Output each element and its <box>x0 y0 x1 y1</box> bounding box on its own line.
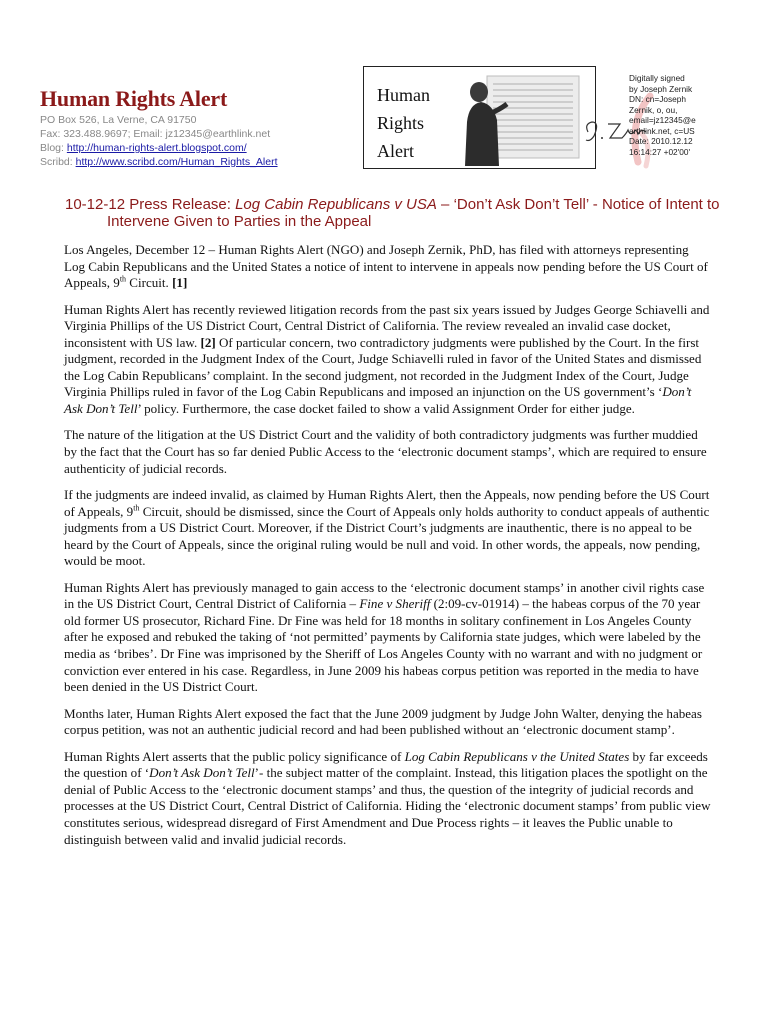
logo-photo-image <box>459 70 591 166</box>
logo-word-2: Rights <box>377 113 425 133</box>
text-span: ’- the subject matter of the complaint. Instead, this litigation places the spotlight on the denial of Public Access to the ‘electronic document stamps’ and thus, the question of the integrity of judicial records and processes at the US District Court, Central District of California. Hiding the ‘electronic document stamps’ from public view constitutes serious, widespread disregard of First Amendment and Due Process rights – it leaves the Public unable to distinguish between valid and invalid judicial records. <box>64 765 711 847</box>
blog-link[interactable]: http://human-rights-alert.blogspot.com/ <box>66 142 247 154</box>
text-span: by far exceeds the question of ‘ <box>64 748 708 781</box>
superscript: th <box>133 503 140 513</box>
text-span: (2:09-cv-01914) – the habeas corpus of the 70 year old former US prosecutor, Richard Fine. Dr Fine was held for 18 months in solitary confinement in Los Angeles County after he exposed and rebuked the taking of ‘not permitted’ payments by California state judges, which were labeled by the media as ‘bribes’. Dr Fine was imprisoned by the Sheriff of Los Angeles County with no warrant and with no judgment or conviction ever entered in his case. Regardless, in June 2009 his habeas corpus petition was reported in the media to have been denied in the US District Court. <box>64 596 703 695</box>
paragraph-5 <box>64 580 712 696</box>
blog-line <box>40 141 278 155</box>
fax-email: Fax: 323.488.9697; Email: jz12345@earthlink.net <box>40 128 271 140</box>
text-span: Circuit, should be dismissed, since the Court of Appeals only holds authority to conduct appeals of authentic judgments from a US District Court. Moreover, if the District Court’s judgments are inauthentic, there is no appeal to be heard by the Court of Appeals, since the original ruling would be null and void. In other words, the appeals, now pending, would be moot. <box>64 503 710 569</box>
logo-word-1: Human <box>377 85 430 105</box>
reference-marker: [2] <box>200 334 216 350</box>
text-span: Los Angeles, December 12 – Human Rights Alert (NGO) and Joseph Zernik, PhD, has filed with attorneys representing Log Cabin Republicans and the United States a notice of intent to intervene in appeals now pending before the US Court of Appeals, 9 <box>64 242 708 291</box>
title-prefix: 10-12-12 Press Release: <box>65 196 236 213</box>
text-span: Of particular concern, two contradictory judgments were published by the Court. In the first judgment, recorded in the Judgment Index of the Court, Judge Schiavelli ruled in favor of the United States and dismissed the Log Cabin Republicans’ complaint. In the second judgment, not recorded in the Judgment Index of the Court, Judge Virginia Phillips ruled in favor of the Log Cabin Republicans and imposed an injunction on the US government’s ‘ <box>64 334 702 400</box>
text-span: Human Rights Alert has recently reviewed litigation records from the past six years issued by Judges George Schiavelli and Virginia Phillips of the US District Court, Central District of California. The review revealed an invalid case docket, inconsistent with US law. <box>64 301 710 350</box>
paragraph-1 <box>64 242 712 292</box>
blog-label: Blog: <box>40 142 64 154</box>
text-span: ’ policy. Furthermore, the case docket failed to show a valid Assignment Order for either judge. <box>137 400 635 416</box>
contact-block <box>40 113 278 169</box>
reference-marker: [1] <box>172 275 188 291</box>
org-name: Human Rights Alert <box>40 86 228 111</box>
italic-text: Fine v Sheriff <box>359 596 431 612</box>
title-case-name: Log Cabin Republicans v USA <box>235 196 437 213</box>
digital-signature <box>580 66 768 176</box>
text-span: Human Rights Alert has previously managed to gain access to the ‘electronic document stamps’ in another civil rights case in the US District Court, Central District of California – <box>64 579 705 612</box>
paragraph-6: Months later, Human Rights Alert exposed the fact that the June 2009 judgment by Judge John Walter, denying the habeas corpus petition, was not an authentic judicial record and had been published without an ‘electronic document stamp’. <box>64 705 702 738</box>
paragraph-4 <box>64 487 712 570</box>
paragraph-2 <box>64 302 712 418</box>
signature-details: Digitally signed by Joseph Zernik DN: cn=Joseph Zernik, o, ou, email=jz12345@e arthlink.net, c=US Date: 2010.12.12 16:14:27 +02'00' <box>629 73 696 157</box>
text-span: Human Rights Alert asserts that the public policy significance of <box>64 748 405 764</box>
text-span: Circuit. <box>126 275 173 291</box>
paragraph-7 <box>64 749 712 848</box>
address: PO Box 526, La Verne, CA 91750 <box>40 114 197 126</box>
paragraph-3: The nature of the litigation at the US District Court and the validity of both contradictory judgments was further muddied by the fact that the Court has so far denied Public Access to the ‘electronic document stamps’, which are required to ensure authenticity of judicial records. <box>64 427 707 476</box>
italic-text: Log Cabin Republicans v the United States <box>404 748 630 764</box>
logo-word-3: Alert <box>377 141 414 161</box>
scribd-label: Scribd: <box>40 156 73 168</box>
italic-text: Don’t Ask Don’t Tell <box>149 765 255 781</box>
italic-text: Don’t Ask Don’t Tell <box>64 384 692 416</box>
scribd-line <box>40 155 278 169</box>
press-release-title <box>65 196 747 230</box>
superscript: th <box>119 274 127 284</box>
logo <box>363 66 596 169</box>
text-span: If the judgments are indeed invalid, as claimed by Human Rights Alert, then the Appeals, now pending before the US Court of Appeals, 9 <box>64 487 710 519</box>
scribd-link[interactable]: http://www.scribd.com/Human_Rights_Alert <box>75 156 278 168</box>
title-suffix: – ‘Don’t Ask Don’t Tell’ - Notice of Intent to Intervene Given to Parties in the Appeal <box>107 196 720 230</box>
press-release-body <box>64 242 712 858</box>
